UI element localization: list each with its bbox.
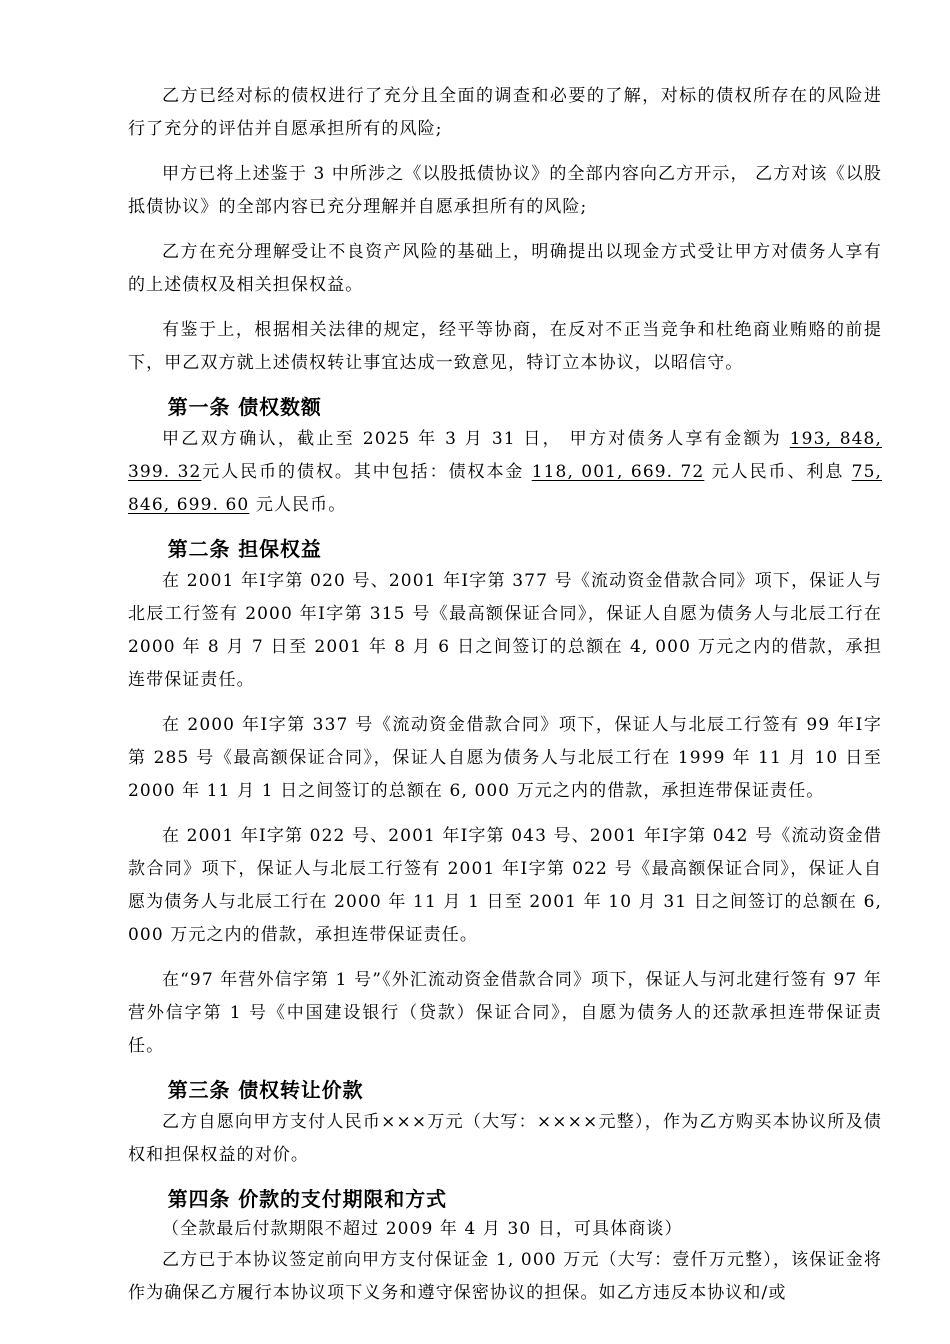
amount-total: 193, 848, 399. 32 (128, 429, 882, 482)
article-2-paragraph-1: 在 2001 年Ⅰ字第 020 号、2001 年Ⅰ字第 377 号《流动资金借款合同》项下，保证人与北辰工行签有 2000 年Ⅰ字第 315 号《最高额保证合同》，保证人自愿为债务人与北辰工行在 2000 年 8 月 7 日至 2001 年 8 月 6 日之间签订的总额在 4, 000 万元之内的借款，承担连带保证责任。 (128, 571, 882, 690)
preamble-paragraph-3: 乙方在充分理解受让不良资产风险的基础上，明确提出以现金方式受让甲方对债务人享有的上述债权及相关担保权益。 (128, 242, 882, 295)
article-4-note: （全款最后付款期限不超过 2009 年 4 月 30 日，可具体商谈） (162, 1219, 683, 1239)
article-1-text-b: 元人民币的债权。其中包括：债权本金 (201, 462, 532, 482)
article-4-paragraph: 乙方已于本协议签定前向甲方支付保证金 1, 000 万元（大写：壹仟万元整），该保证金将作为确保乙方履行本协议项下义务和遵守保密协议的担保。如乙方违反本协议和/或 (128, 1250, 882, 1303)
article-1-paragraph (128, 423, 882, 522)
preamble-paragraph-1: 乙方已经对标的债权进行了充分且全面的调查和必要的了解，对标的债权所存在的风险进行了充分的评估并自愿承担所有的风险; (128, 86, 882, 139)
document-page (128, 80, 882, 1322)
article-1-heading: 第一条 债权数额 (167, 396, 322, 419)
amount-principal: 118, 001, 669. 72 (531, 462, 705, 482)
amount-interest: 75, 846, 699. 60 (128, 462, 882, 515)
article-1-text-a: 甲乙双方确认，截止至 2025 年 3 月 31 日， 甲方对债务人享有金额为 (162, 429, 790, 449)
article-2-heading: 第二条 担保权益 (167, 538, 322, 561)
article-4-heading: 第四条 价款的支付期限和方式 (167, 1188, 448, 1211)
preamble-paragraph-2: 甲方已将上述鉴于 3 中所涉之《以股抵债协议》的全部内容向乙方开示， 乙方对该《以股抵债协议》的全部内容已充分理解并自愿承担所有的风险; (128, 164, 882, 217)
article-1-text-c: 元人民币、利息 (704, 462, 852, 482)
preamble-paragraph-4: 有鉴于上，根据相关法律的规定，经平等协商，在反对不正当竞争和杜绝商业贿赂的前提下，甲乙双方就上述债权转让事宜达成一致意见，特订立本协议，以昭信守。 (128, 320, 882, 373)
article-3-paragraph: 乙方自愿向甲方支付人民币×××万元（大写：××××元整），作为乙方购买本协议所及债权和担保权益的对价。 (128, 1112, 882, 1165)
article-2-paragraph-2: 在 2000 年Ⅰ字第 337 号《流动资金借款合同》项下，保证人与北辰工行签有 99 年Ⅰ字第 285 号《最高额保证合同》，保证人自愿为债务人与北辰工行在 1999 年 11 月 10 日至 2000 年 11 月 1 日之间签订的总额在 6, 000 万元之内的借款，承担连带保证责任。 (128, 715, 882, 801)
article-3-heading: 第三条 债权转让价款 (167, 1079, 364, 1102)
article-2-paragraph-3: 在 2001 年Ⅰ字第 022 号、2001 年Ⅰ字第 043 号、2001 年Ⅰ字第 042 号《流动资金借款合同》项下，保证人与北辰工行签有 2001 年Ⅰ字第 022 号《最高额保证合同》，保证人自愿为债务人与北辰工行在 2000 年 11 月 1 日至 2001 年 10 月 31 日之间签订的总额在 6, 000 万元之内的借款，承担连带保证责任。 (128, 826, 882, 945)
article-2-paragraph-4: 在“97 年营外信字第 1 号”《外汇流动资金借款合同》项下，保证人与河北建行签有 97 年营外信字第 1 号《中国建设银行（贷款）保证合同》，自愿为债务人的还款承担连带保证责任。 (128, 970, 882, 1056)
article-1-text-d: 元人民币。 (249, 495, 347, 515)
